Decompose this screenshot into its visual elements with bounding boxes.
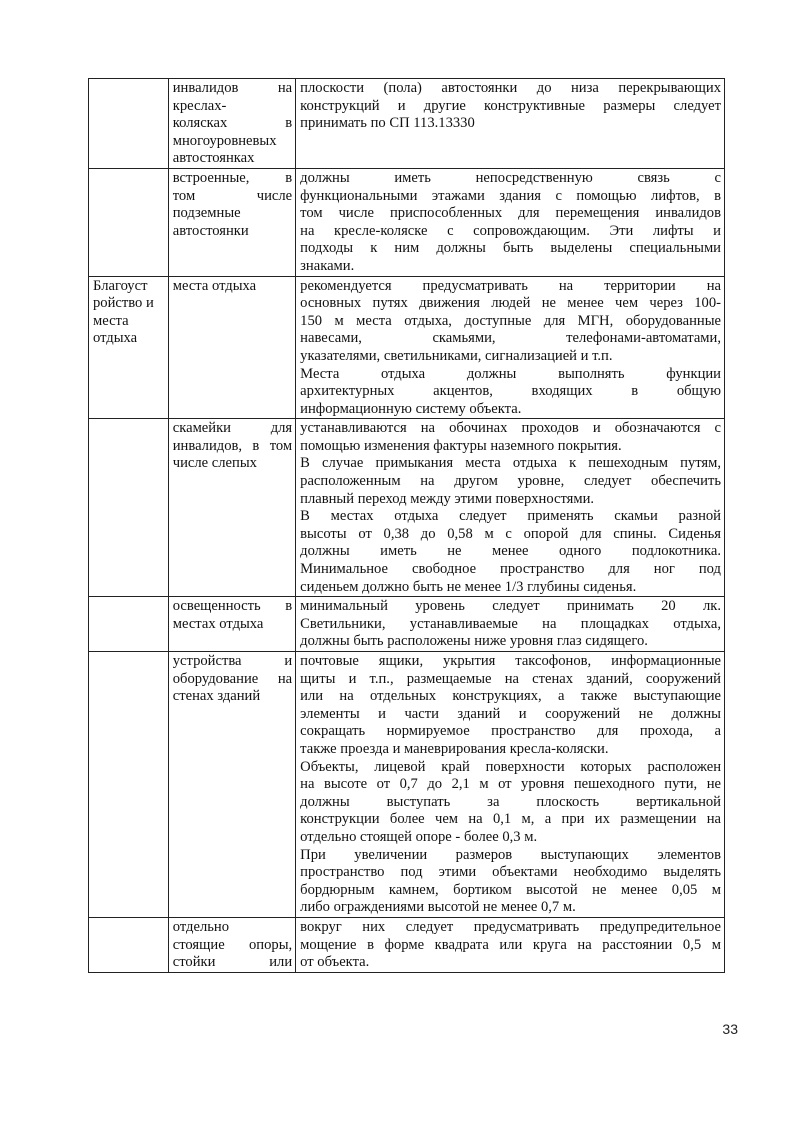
table-row — [89, 597, 725, 652]
requirement-line: конструкций и другие конструктивные размеры следует — [300, 97, 721, 114]
table-row — [89, 652, 725, 918]
item-line: автостоянках — [172, 150, 255, 167]
item-line: места отдыха — [172, 277, 257, 294]
item-line: инвалидов на — [172, 80, 293, 96]
item-line: местах отдыха — [172, 615, 264, 632]
requirement-cell — [296, 652, 725, 918]
requirements-table — [88, 78, 725, 973]
item-line: оборудование на — [172, 670, 293, 687]
requirement-line: на кресле-коляске с сопровождающим. Эти лифты и — [300, 222, 721, 239]
requirement-line: Светильники, устанавливаемые на площадках отдыха, — [300, 615, 721, 632]
requirement-line: должны выступать за плоскость вертикальной — [300, 793, 721, 810]
requirement-line: мощение в форме квадрата или круга на расстоянии 0,5 м — [300, 936, 721, 953]
requirement-line: информационную систему объекта. — [300, 400, 522, 417]
requirement-line: навесами, скамьями, телефонами-автоматами, — [300, 330, 721, 347]
requirement-cell — [296, 597, 725, 652]
item-line: колясках в — [172, 115, 293, 132]
requirement-line: сокращать нормируемое пространство для прохода, а — [300, 723, 721, 740]
requirement-line: расположенным на другом уровне, следует обеспечить — [300, 473, 721, 490]
table-row — [89, 79, 725, 169]
page-number: 33 — [722, 1021, 738, 1037]
requirement-line: архитектурных акцентов, входящих в общую — [300, 383, 721, 400]
requirement-line: Минимальное свободное пространство для ног под — [300, 561, 721, 578]
requirement-line: должны иметь не менее одного подлокотника. — [300, 543, 721, 560]
item-line: инвалидов, в том — [172, 437, 293, 454]
table-row — [89, 917, 725, 972]
requirement-line: бордюрным камнем, бортиком высотой не менее 0,05 м — [300, 881, 721, 898]
item-cell — [168, 597, 295, 652]
item-cell — [168, 652, 295, 918]
requirement-line: рекомендуется предусматривать на территории на — [300, 277, 721, 294]
requirement-line: В случае примыкания места отдыха к пешеходным путям, — [300, 455, 721, 472]
requirement-cell — [296, 79, 725, 169]
requirement-line: минимальный уровень следует принимать 20 лк. — [300, 598, 721, 615]
item-line: освещенность в — [172, 598, 293, 615]
requirement-line: устанавливаются на обочинах проходов и обозначаются с — [300, 420, 721, 437]
requirement-line: помощью изменения фактуры наземного покрытия. — [300, 437, 622, 454]
requirement-cell — [296, 168, 725, 276]
requirement-line: должны иметь непосредственную связь с — [300, 169, 721, 186]
requirement-line: плавный переход между этими поверхностями. — [300, 490, 595, 507]
item-cell — [168, 79, 295, 169]
requirement-line: том числе приспособленных для перемещения инвалидов — [300, 205, 721, 222]
requirement-line: пространство под этими объектами необходимо выделять — [300, 864, 721, 881]
requirement-line: знаками. — [300, 257, 355, 274]
requirement-line: высоты от 0,38 до 0,58 м с опорой для спины. Сиденья — [300, 525, 721, 542]
category-cell — [89, 597, 169, 652]
requirement-line: принимать по СП 113.13330 — [300, 115, 475, 132]
category-cell — [89, 276, 169, 419]
requirement-line: плоскости (пола) автостоянки до низа перекрывающих — [300, 80, 721, 96]
item-line: креслах- — [172, 97, 227, 114]
requirement-line: элементы и части зданий и сооружений не должны — [300, 705, 721, 722]
item-line: числе слепых — [172, 455, 257, 472]
item-line: том числе — [172, 187, 293, 204]
requirement-cell — [296, 917, 725, 972]
item-line: встроенные, в — [172, 169, 293, 186]
requirement-line: подходы к ним должны быть выделены специальными — [300, 240, 721, 257]
requirement-line: сиденьем должно быть не менее 1/3 глубины сиденья. — [300, 578, 637, 595]
table-row — [89, 276, 725, 419]
requirement-line: вокруг них следует предусматривать предупредительное — [300, 918, 721, 935]
requirement-line: почтовые ящики, укрытия таксофонов, информационные — [300, 653, 721, 669]
requirement-line: Объекты, лицевой край поверхности которых расположен — [300, 758, 721, 775]
requirement-line: на высоте от 0,7 до 2,1 м от уровня пешеходного пути, не — [300, 776, 721, 793]
requirement-line: При увеличении размеров выступающих элементов — [300, 846, 721, 863]
requirement-line: либо ограждениями высотой не менее 0,7 м. — [300, 899, 576, 916]
item-line: автостоянки — [172, 222, 249, 239]
item-cell — [168, 168, 295, 276]
requirement-line: от объекта. — [300, 954, 370, 971]
requirement-line: В местах отдыха следует применять скамьи разной — [300, 508, 721, 525]
requirement-line: конструкции более чем на 0,1 м, а при их размещении на — [300, 811, 721, 828]
requirement-line: или на отдельных конструкциях, а также выступающие — [300, 688, 721, 705]
item-line: устройства и — [172, 653, 293, 669]
item-cell — [168, 917, 295, 972]
requirement-line: основных путях движения людей не менее чем через 100- — [300, 295, 721, 312]
category-line: ройство и — [93, 295, 154, 312]
requirements-table-body — [89, 79, 725, 973]
category-cell — [89, 168, 169, 276]
requirement-line: Места отдыха должны выполнять функции — [300, 365, 721, 382]
category-line: Благоуст — [93, 277, 148, 294]
requirement-cell — [296, 419, 725, 597]
item-line: стоящие опоры, — [172, 936, 293, 953]
item-line: стойки или — [172, 954, 293, 971]
category-cell — [89, 419, 169, 597]
item-line: подземные — [172, 205, 241, 222]
item-line: многоуровневых — [172, 132, 277, 149]
requirement-line: также проезда и маневрирования кресла-коляски. — [300, 740, 609, 757]
item-cell — [168, 276, 295, 419]
table-row — [89, 419, 725, 597]
item-cell — [168, 419, 295, 597]
requirement-line: щиты и т.п., размещаемые на стенах зданий, сооружений — [300, 670, 721, 687]
requirement-cell — [296, 276, 725, 419]
requirement-line: функциональными этажами здания с помощью лифтов, в — [300, 187, 721, 204]
item-line: скамейки для — [172, 420, 293, 437]
category-cell — [89, 79, 169, 169]
requirement-line: указателями, светильниками, сигнализацией и т.п. — [300, 347, 613, 364]
requirement-line: 150 м места отдыха, доступные для МГН, оборудованные — [300, 312, 721, 329]
item-line: отдельно — [172, 918, 229, 935]
category-line: отдыха — [93, 330, 138, 347]
table-row — [89, 168, 725, 276]
item-line: стенах зданий — [172, 688, 261, 705]
requirement-line: отдельно стоящей опоре - более 0,3 м. — [300, 828, 538, 845]
category-cell — [89, 917, 169, 972]
category-cell — [89, 652, 169, 918]
category-line: места — [93, 312, 129, 329]
requirement-line: должны быть расположены ниже уровня глаз сидящего. — [300, 633, 648, 650]
